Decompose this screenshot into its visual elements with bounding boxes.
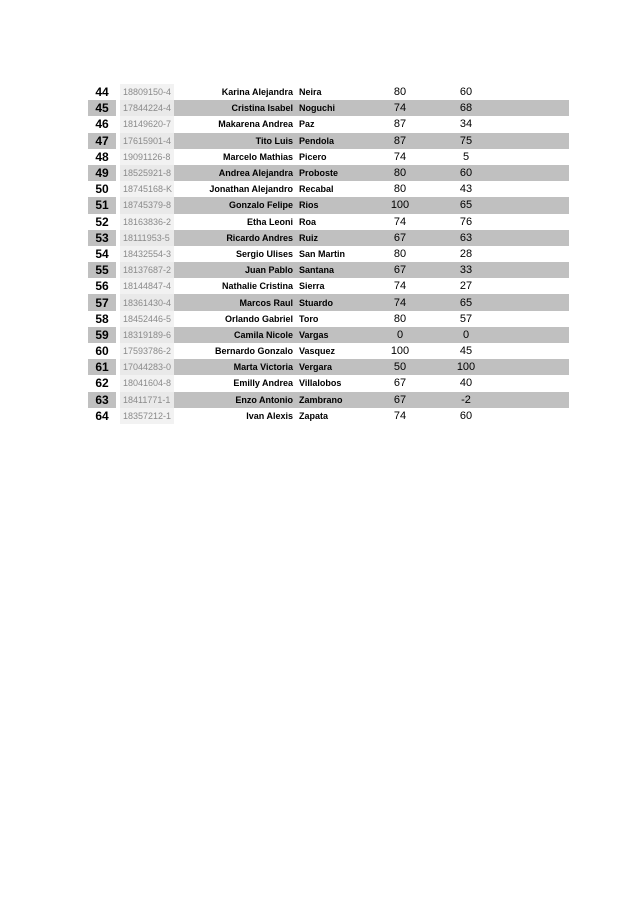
score-1: 74 bbox=[393, 150, 407, 163]
last-name: Picero bbox=[299, 151, 327, 162]
last-name: Stuardo bbox=[299, 297, 334, 308]
first-names: Marcos Raul bbox=[239, 297, 293, 308]
score-2: 57 bbox=[459, 312, 473, 325]
row-number: 55 bbox=[88, 262, 116, 278]
table-row bbox=[88, 100, 569, 116]
table-row bbox=[88, 181, 569, 197]
first-names: Karina Alejandra bbox=[221, 87, 293, 98]
row-number: 58 bbox=[95, 311, 109, 326]
row-number: 56 bbox=[95, 279, 109, 294]
table-row bbox=[88, 359, 569, 375]
table-row bbox=[88, 278, 569, 294]
student-id: 18745168-K bbox=[123, 184, 173, 195]
score-1: 50 bbox=[393, 361, 407, 374]
last-name: Recabal bbox=[299, 184, 334, 195]
score-2: 60 bbox=[459, 409, 473, 422]
student-id: 18144847-4 bbox=[123, 281, 172, 292]
first-names: Ricardo Andres bbox=[226, 232, 293, 243]
first-names: Ivan Alexis bbox=[246, 410, 293, 421]
student-id: 18041604-8 bbox=[123, 378, 172, 389]
score-1: 67 bbox=[393, 393, 407, 406]
first-names: Makarena Andrea bbox=[218, 119, 293, 130]
first-names: Bernardo Gonzalo bbox=[214, 346, 293, 357]
first-names: Jonathan Alejandro bbox=[209, 184, 293, 195]
score-2: 60 bbox=[459, 167, 473, 180]
row-number: 51 bbox=[88, 197, 116, 213]
first-names: Sergio Ulises bbox=[235, 248, 293, 259]
student-id: 18809150-4 bbox=[123, 87, 172, 98]
row-number: 60 bbox=[95, 344, 109, 359]
score-2: 76 bbox=[459, 215, 473, 228]
row-number: 45 bbox=[88, 100, 116, 116]
row-number: 59 bbox=[88, 327, 116, 343]
row-number: 53 bbox=[88, 230, 116, 246]
score-2: 100 bbox=[456, 361, 476, 374]
score-1: 80 bbox=[393, 312, 407, 325]
last-name: Santana bbox=[299, 265, 335, 276]
last-name: Roa bbox=[299, 216, 317, 227]
student-id: 18452446-5 bbox=[123, 313, 172, 324]
last-name: Paz bbox=[299, 119, 315, 130]
row-number: 62 bbox=[95, 376, 109, 391]
score-1: 74 bbox=[393, 215, 407, 228]
row-number: 61 bbox=[88, 359, 116, 375]
student-id: 17044283-0 bbox=[123, 362, 172, 373]
score-1: 74 bbox=[393, 296, 407, 309]
row-number: 50 bbox=[95, 182, 109, 197]
first-names: Etha Leoni bbox=[246, 216, 293, 227]
table-row bbox=[88, 214, 569, 230]
score-2: 34 bbox=[459, 118, 473, 131]
last-name: Noguchi bbox=[299, 103, 335, 114]
first-names: Cristina Isabel bbox=[231, 103, 293, 114]
score-2: 0 bbox=[462, 328, 470, 341]
first-names: Orlando Gabriel bbox=[224, 313, 293, 324]
row-number: 54 bbox=[95, 246, 109, 261]
score-1: 67 bbox=[393, 231, 407, 244]
table-row bbox=[88, 246, 569, 262]
student-id: 18432554-3 bbox=[123, 248, 172, 259]
table-row bbox=[88, 375, 569, 391]
score-1: 74 bbox=[393, 409, 407, 422]
first-names: Tito Luis bbox=[255, 135, 293, 146]
last-name: Villalobos bbox=[299, 378, 342, 389]
row-number: 46 bbox=[95, 117, 109, 132]
first-names: Camila Nicole bbox=[233, 329, 293, 340]
score-2: 45 bbox=[459, 345, 473, 358]
last-name: Ruiz bbox=[299, 232, 318, 243]
score-1: 87 bbox=[393, 134, 407, 147]
row-number: 57 bbox=[88, 294, 116, 310]
student-id: 18411771-1 bbox=[123, 394, 171, 405]
last-name: Pendola bbox=[299, 135, 335, 146]
score-2: 33 bbox=[459, 264, 473, 277]
student-table bbox=[88, 84, 569, 424]
student-id: 17593786-2 bbox=[123, 346, 172, 357]
table-row bbox=[88, 262, 569, 278]
score-1: 100 bbox=[390, 345, 410, 358]
score-2: 75 bbox=[459, 134, 473, 147]
first-names: Juan Pablo bbox=[244, 265, 293, 276]
row-number: 47 bbox=[88, 133, 116, 149]
student-id: 17615901-4 bbox=[123, 135, 172, 146]
table-row bbox=[88, 327, 569, 343]
last-name: Neira bbox=[299, 87, 322, 98]
last-name: Proboste bbox=[299, 168, 339, 179]
table-row bbox=[88, 133, 569, 149]
row-number: 49 bbox=[88, 165, 116, 181]
student-id: 18319189-6 bbox=[123, 329, 172, 340]
last-name: Vasquez bbox=[299, 346, 336, 357]
first-names: Emilly Andrea bbox=[233, 378, 293, 389]
table-row bbox=[88, 408, 569, 424]
score-1: 67 bbox=[393, 377, 407, 390]
row-number: 63 bbox=[88, 392, 116, 408]
last-name: Vargas bbox=[299, 329, 329, 340]
score-2: 60 bbox=[459, 86, 473, 99]
table-row bbox=[88, 197, 569, 213]
student-id: 18361430-4 bbox=[123, 297, 172, 308]
score-1: 100 bbox=[390, 199, 410, 212]
last-name: Sierra bbox=[299, 281, 325, 292]
score-2: -2 bbox=[461, 393, 471, 406]
row-number: 48 bbox=[95, 149, 109, 164]
student-id: 18163836-2 bbox=[123, 216, 172, 227]
last-name: Vergara bbox=[299, 362, 333, 373]
score-2: 27 bbox=[459, 280, 473, 293]
last-name: Zapata bbox=[299, 410, 329, 421]
table-row bbox=[88, 84, 569, 100]
student-id: 18111953-5 bbox=[123, 232, 170, 243]
last-name: Rios bbox=[299, 200, 319, 211]
score-2: 28 bbox=[459, 247, 473, 260]
score-2: 43 bbox=[459, 183, 473, 196]
score-1: 74 bbox=[393, 280, 407, 293]
score-2: 65 bbox=[459, 199, 473, 212]
student-id: 18149620-7 bbox=[123, 119, 172, 130]
score-1: 67 bbox=[393, 264, 407, 277]
score-2: 40 bbox=[459, 377, 473, 390]
student-id: 18137687-2 bbox=[123, 265, 172, 276]
row-number: 44 bbox=[95, 85, 109, 100]
first-names: Marta Victoria bbox=[233, 362, 293, 373]
student-id: 19091126-8 bbox=[123, 151, 171, 162]
last-name: San Martin bbox=[299, 248, 346, 259]
student-id: 18357212-1 bbox=[123, 410, 172, 421]
table-row bbox=[88, 392, 569, 408]
first-names: Nathalie Cristina bbox=[221, 281, 293, 292]
table-row bbox=[88, 294, 569, 310]
score-1: 0 bbox=[396, 328, 404, 341]
table-row bbox=[88, 149, 569, 165]
score-2: 68 bbox=[459, 102, 473, 115]
table-row bbox=[88, 165, 569, 181]
first-names: Enzo Antonio bbox=[235, 394, 293, 405]
last-name: Toro bbox=[299, 313, 319, 324]
table-row bbox=[88, 311, 569, 327]
last-name: Zambrano bbox=[299, 394, 343, 405]
score-2: 63 bbox=[459, 231, 473, 244]
score-1: 80 bbox=[393, 167, 407, 180]
score-2: 65 bbox=[459, 296, 473, 309]
table-row bbox=[88, 116, 569, 132]
score-1: 74 bbox=[393, 102, 407, 115]
score-1: 87 bbox=[393, 118, 407, 131]
first-names: Marcelo Mathias bbox=[222, 151, 293, 162]
table-row bbox=[88, 230, 569, 246]
score-2: 5 bbox=[462, 150, 470, 163]
row-number: 52 bbox=[95, 214, 109, 229]
score-1: 80 bbox=[393, 247, 407, 260]
score-1: 80 bbox=[393, 183, 407, 196]
row-number: 64 bbox=[95, 408, 109, 423]
table-row bbox=[88, 343, 569, 359]
first-names: Gonzalo Felipe bbox=[228, 200, 293, 211]
student-id: 18525921-8 bbox=[123, 168, 172, 179]
student-id: 18745379-8 bbox=[123, 200, 172, 211]
first-names: Andrea Alejandra bbox=[218, 168, 293, 179]
score-1: 80 bbox=[393, 86, 407, 99]
student-id: 17844224-4 bbox=[123, 103, 172, 114]
